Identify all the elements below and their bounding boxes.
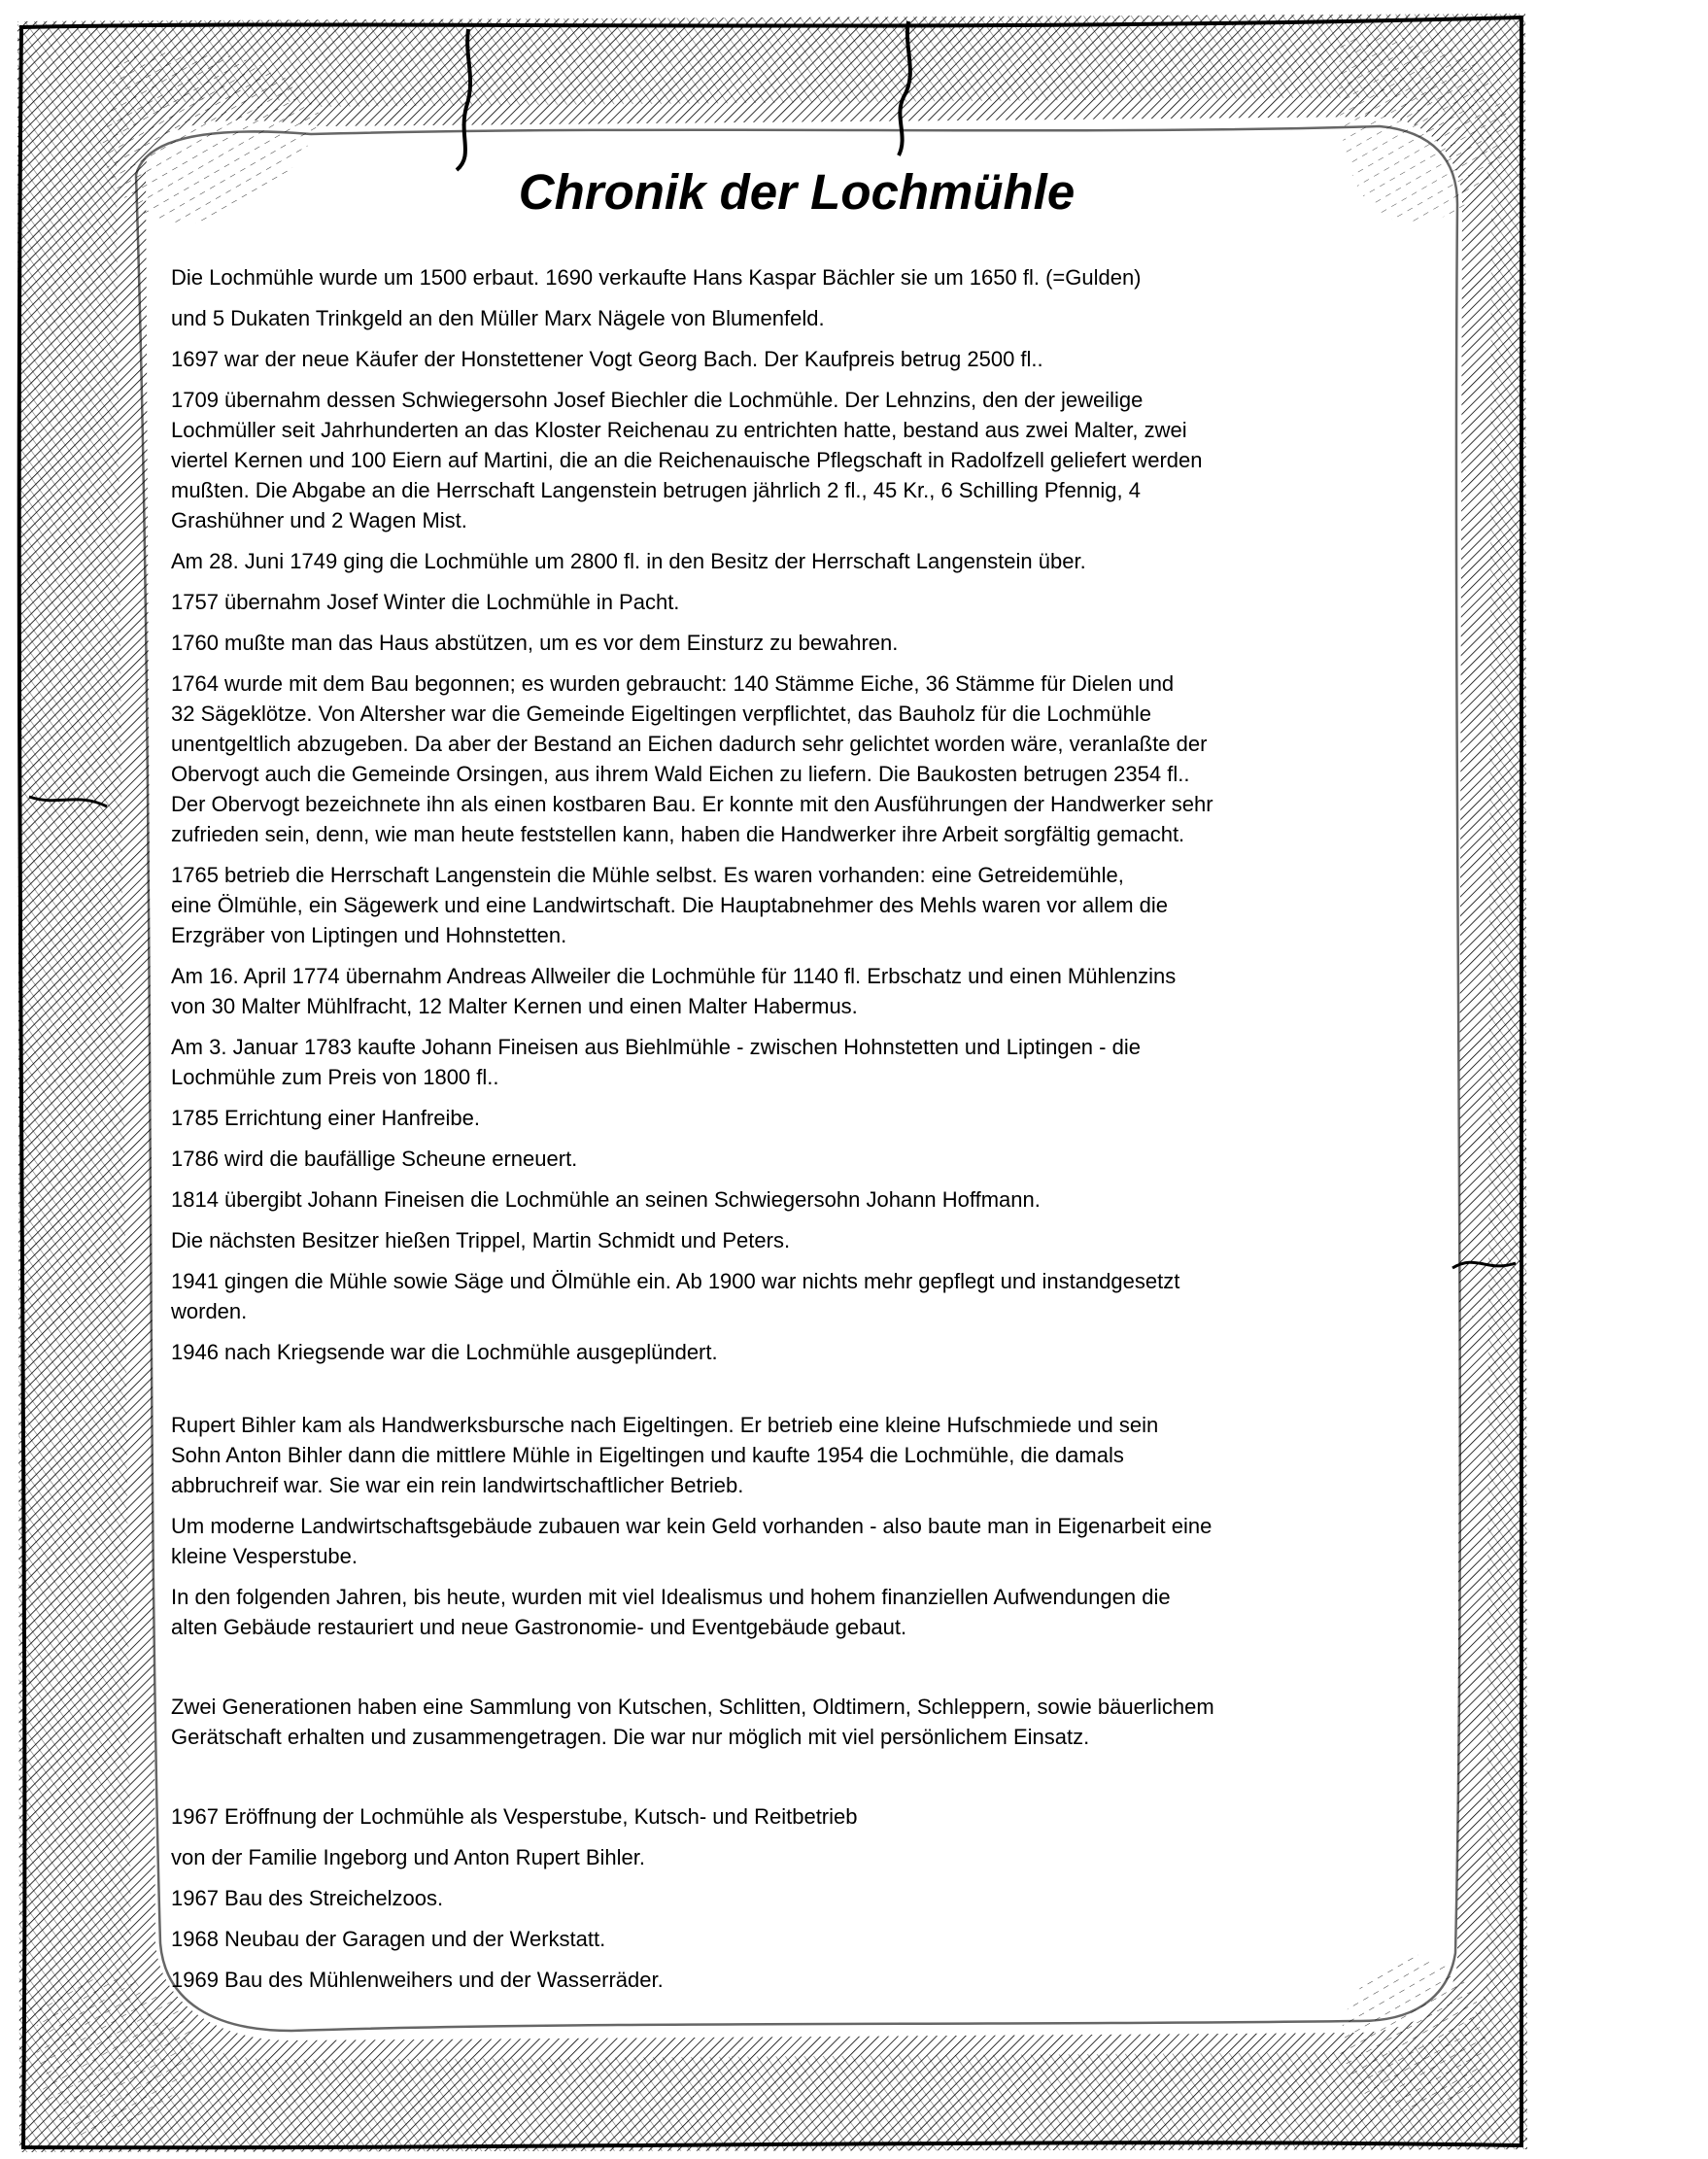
text-line: 1760 mußte man das Haus abstützen, um es vor dem Einsturz zu bewahren.: [171, 631, 899, 655]
chronicle-paragraph: [171, 961, 1434, 1021]
chronicle-paragraph: [171, 1582, 1434, 1642]
chronicle-paragraph: [171, 303, 1434, 333]
text-line: Lochmühle zum Preis von 1800 fl..: [171, 1065, 499, 1089]
text-line: viertel Kernen und 100 Eiern auf Martini, die an die Reichenauische Pflegschaft in Radolfzell geliefert werden: [171, 448, 1203, 472]
text-line: 1967 Bau des Streichelzoos.: [171, 1886, 444, 1910]
chronicle-paragraph: [171, 668, 1434, 849]
chronicle-paragraph: [171, 1692, 1434, 1752]
text-line: 1946 nach Kriegsende war die Lochmühle ausgeplündert.: [171, 1340, 718, 1364]
text-line: Zwei Generationen haben eine Sammlung von Kutschen, Schlitten, Oldtimern, Schleppern, sowie bäuerlichem: [171, 1695, 1214, 1719]
section-spacer: [171, 1653, 1434, 1692]
text-line: 1785 Errichtung einer Hanfreibe.: [171, 1106, 480, 1130]
text-line: Obervogt auch die Gemeinde Orsingen, aus ihrem Wald Eichen zu liefern. Die Baukosten betrugen 2354 fl..: [171, 762, 1190, 786]
section-spacer: [171, 1378, 1434, 1410]
text-line: Grashühner und 2 Wagen Mist.: [171, 508, 467, 532]
text-line: alten Gebäude restauriert und neue Gastronomie- und Eventgebäude gebaut.: [171, 1615, 907, 1639]
chronicle-paragraph: [171, 1144, 1434, 1174]
chronicle-paragraph: [171, 1511, 1434, 1571]
text-line: 1786 wird die baufällige Scheune erneuert.: [171, 1147, 578, 1171]
text-line: 1968 Neubau der Garagen und der Werkstatt.: [171, 1927, 606, 1951]
chronicle-paragraph: [171, 1032, 1434, 1092]
chronicle-paragraph: [171, 1883, 1434, 1913]
text-line: 1764 wurde mit dem Bau begonnen; es wurden gebraucht: 140 Stämme Eiche, 36 Stämme für Dielen und: [171, 671, 1175, 696]
section-spacer: [171, 1763, 1434, 1801]
text-line: kleine Vesperstube.: [171, 1544, 359, 1568]
text-line: Am 3. Januar 1783 kaufte Johann Fineisen aus Biehlmühle - zwischen Hohnstetten und Liptingen - die: [171, 1035, 1141, 1059]
text-line: 1765 betrieb die Herrschaft Langenstein die Mühle selbst. Es waren vorhanden: eine Getreidemühle,: [171, 863, 1124, 887]
chronicle-paragraph: [171, 1266, 1434, 1326]
chronicle-paragraph: [171, 1842, 1434, 1872]
text-line: Am 16. April 1774 übernahm Andreas Allweiler die Lochmühle für 1140 fl. Erbschatz und einen Mühlenzins: [171, 964, 1177, 988]
text-line: mußten. Die Abgabe an die Herrschaft Langenstein betrugen jährlich 2 fl., 45 Kr., 6 Schilling Pfennig, 4: [171, 478, 1141, 502]
page-title: Chronik der Lochmühle: [518, 164, 1076, 220]
text-line: 1969 Bau des Mühlenweihers und der Wasserräder.: [171, 1968, 664, 1992]
text-line: Erzgräber von Liptingen und Hohnstetten.: [171, 923, 567, 947]
text-line: Am 28. Juni 1749 ging die Lochmühle um 2800 fl. in den Besitz der Herrschaft Langenstein über.: [171, 549, 1086, 573]
text-line: Gerätschaft erhalten und zusammengetragen. Die war nur möglich mit viel persönlichem Einsatz.: [171, 1725, 1090, 1749]
chronicle-paragraph: [171, 1410, 1434, 1500]
chronicle-paragraph: [171, 385, 1434, 535]
text-line: worden.: [171, 1299, 248, 1323]
text-line: Um moderne Landwirtschaftsgebäude zubauen war kein Geld vorhanden - also baute man in Eigenarbeit eine: [171, 1514, 1213, 1538]
chronicle-paragraph: [171, 1965, 1434, 1995]
chronicle-paragraph: [171, 344, 1434, 374]
page-margin-right: [1531, 0, 1708, 2159]
text-line: 1757 übernahm Josef Winter die Lochmühle in Pacht.: [171, 590, 680, 614]
text-line: Die nächsten Besitzer hießen Trippel, Martin Schmidt und Peters.: [171, 1228, 791, 1252]
text-line: 1941 gingen die Mühle sowie Säge und Ölmühle ein. Ab 1900 war nichts mehr gepflegt und instandgesetzt: [171, 1269, 1180, 1293]
text-line: Die Lochmühle wurde um 1500 erbaut. 1690 verkaufte Hans Kaspar Bächler sie um 1650 fl. (=Gulden): [171, 265, 1142, 290]
chronicle-paragraph: [171, 860, 1434, 950]
chronicle-paragraph: [171, 262, 1434, 292]
text-line: und 5 Dukaten Trinkgeld an den Müller Marx Nägele von Blumenfeld.: [171, 306, 825, 330]
chronicle-paragraph: [171, 546, 1434, 576]
text-line: Sohn Anton Bihler dann die mittlere Mühle in Eigeltingen und kaufte 1954 die Lochmühle, die damals: [171, 1443, 1124, 1467]
text-line: 1814 übergibt Johann Fineisen die Lochmühle an seinen Schwiegersohn Johann Hoffmann.: [171, 1187, 1041, 1212]
text-line: Der Obervogt bezeichnete ihn als einen kostbaren Bau. Er konnte mit den Ausführungen der Handwerker sehr: [171, 792, 1213, 816]
text-line: 32 Sägeklötze. Von Altersher war die Gemeinde Eigeltingen verpflichtet, das Bauholz für die Lochmühle: [171, 702, 1151, 726]
chronicle-paragraph: [171, 1337, 1434, 1367]
chronicle-paragraph: [171, 1103, 1434, 1133]
text-line: zufrieden sein, denn, wie man heute feststellen kann, haben die Handwerker ihre Arbeit sorgfältig gemacht.: [171, 822, 1185, 846]
chronicle-body: [171, 262, 1434, 2005]
chronicle-paragraph: [171, 628, 1434, 658]
text-line: abbruchreif war. Sie war ein rein landwirtschaftlicher Betrieb.: [171, 1473, 744, 1497]
text-line: 1967 Eröffnung der Lochmühle als Vesperstube, Kutsch- und Reitbetrieb: [171, 1804, 858, 1829]
text-line: eine Ölmühle, ein Sägewerk und eine Landwirtschaft. Die Hauptabnehmer des Mehls waren vor allem die: [171, 893, 1168, 917]
text-line: 1697 war der neue Käufer der Honstettener Vogt Georg Bach. Der Kaufpreis betrug 2500 fl..: [171, 347, 1043, 371]
text-line: Lochmüller seit Jahrhunderten an das Kloster Reichenau zu entrichten hatte, bestand aus zwei Malter, zwei: [171, 418, 1187, 442]
chronicle-paragraph: [171, 1184, 1434, 1215]
chronicle-paragraph: [171, 1924, 1434, 1954]
chronicle-paragraph: [171, 587, 1434, 617]
text-line: unentgeltlich abzugeben. Da aber der Bestand an Eichen dadurch sehr gelichtet worden wäre, veranlaßte der: [171, 732, 1208, 756]
chronicle-paragraph: [171, 1801, 1434, 1832]
chronicle-paragraph: [171, 1225, 1434, 1255]
text-line: 1709 übernahm dessen Schwiegersohn Josef Biechler die Lochmühle. Der Lehnzins, den der jeweilige: [171, 388, 1144, 412]
text-line: von 30 Malter Mühlfracht, 12 Malter Kernen und einen Malter Habermus.: [171, 994, 858, 1018]
text-line: von der Familie Ingeborg und Anton Rupert Bihler.: [171, 1845, 645, 1869]
text-line: In den folgenden Jahren, bis heute, wurden mit viel Idealismus und hohem finanziellen Aufwendungen die: [171, 1585, 1171, 1609]
text-line: Rupert Bihler kam als Handwerksbursche nach Eigeltingen. Er betrieb eine kleine Hufschmiede und sein: [171, 1413, 1159, 1437]
